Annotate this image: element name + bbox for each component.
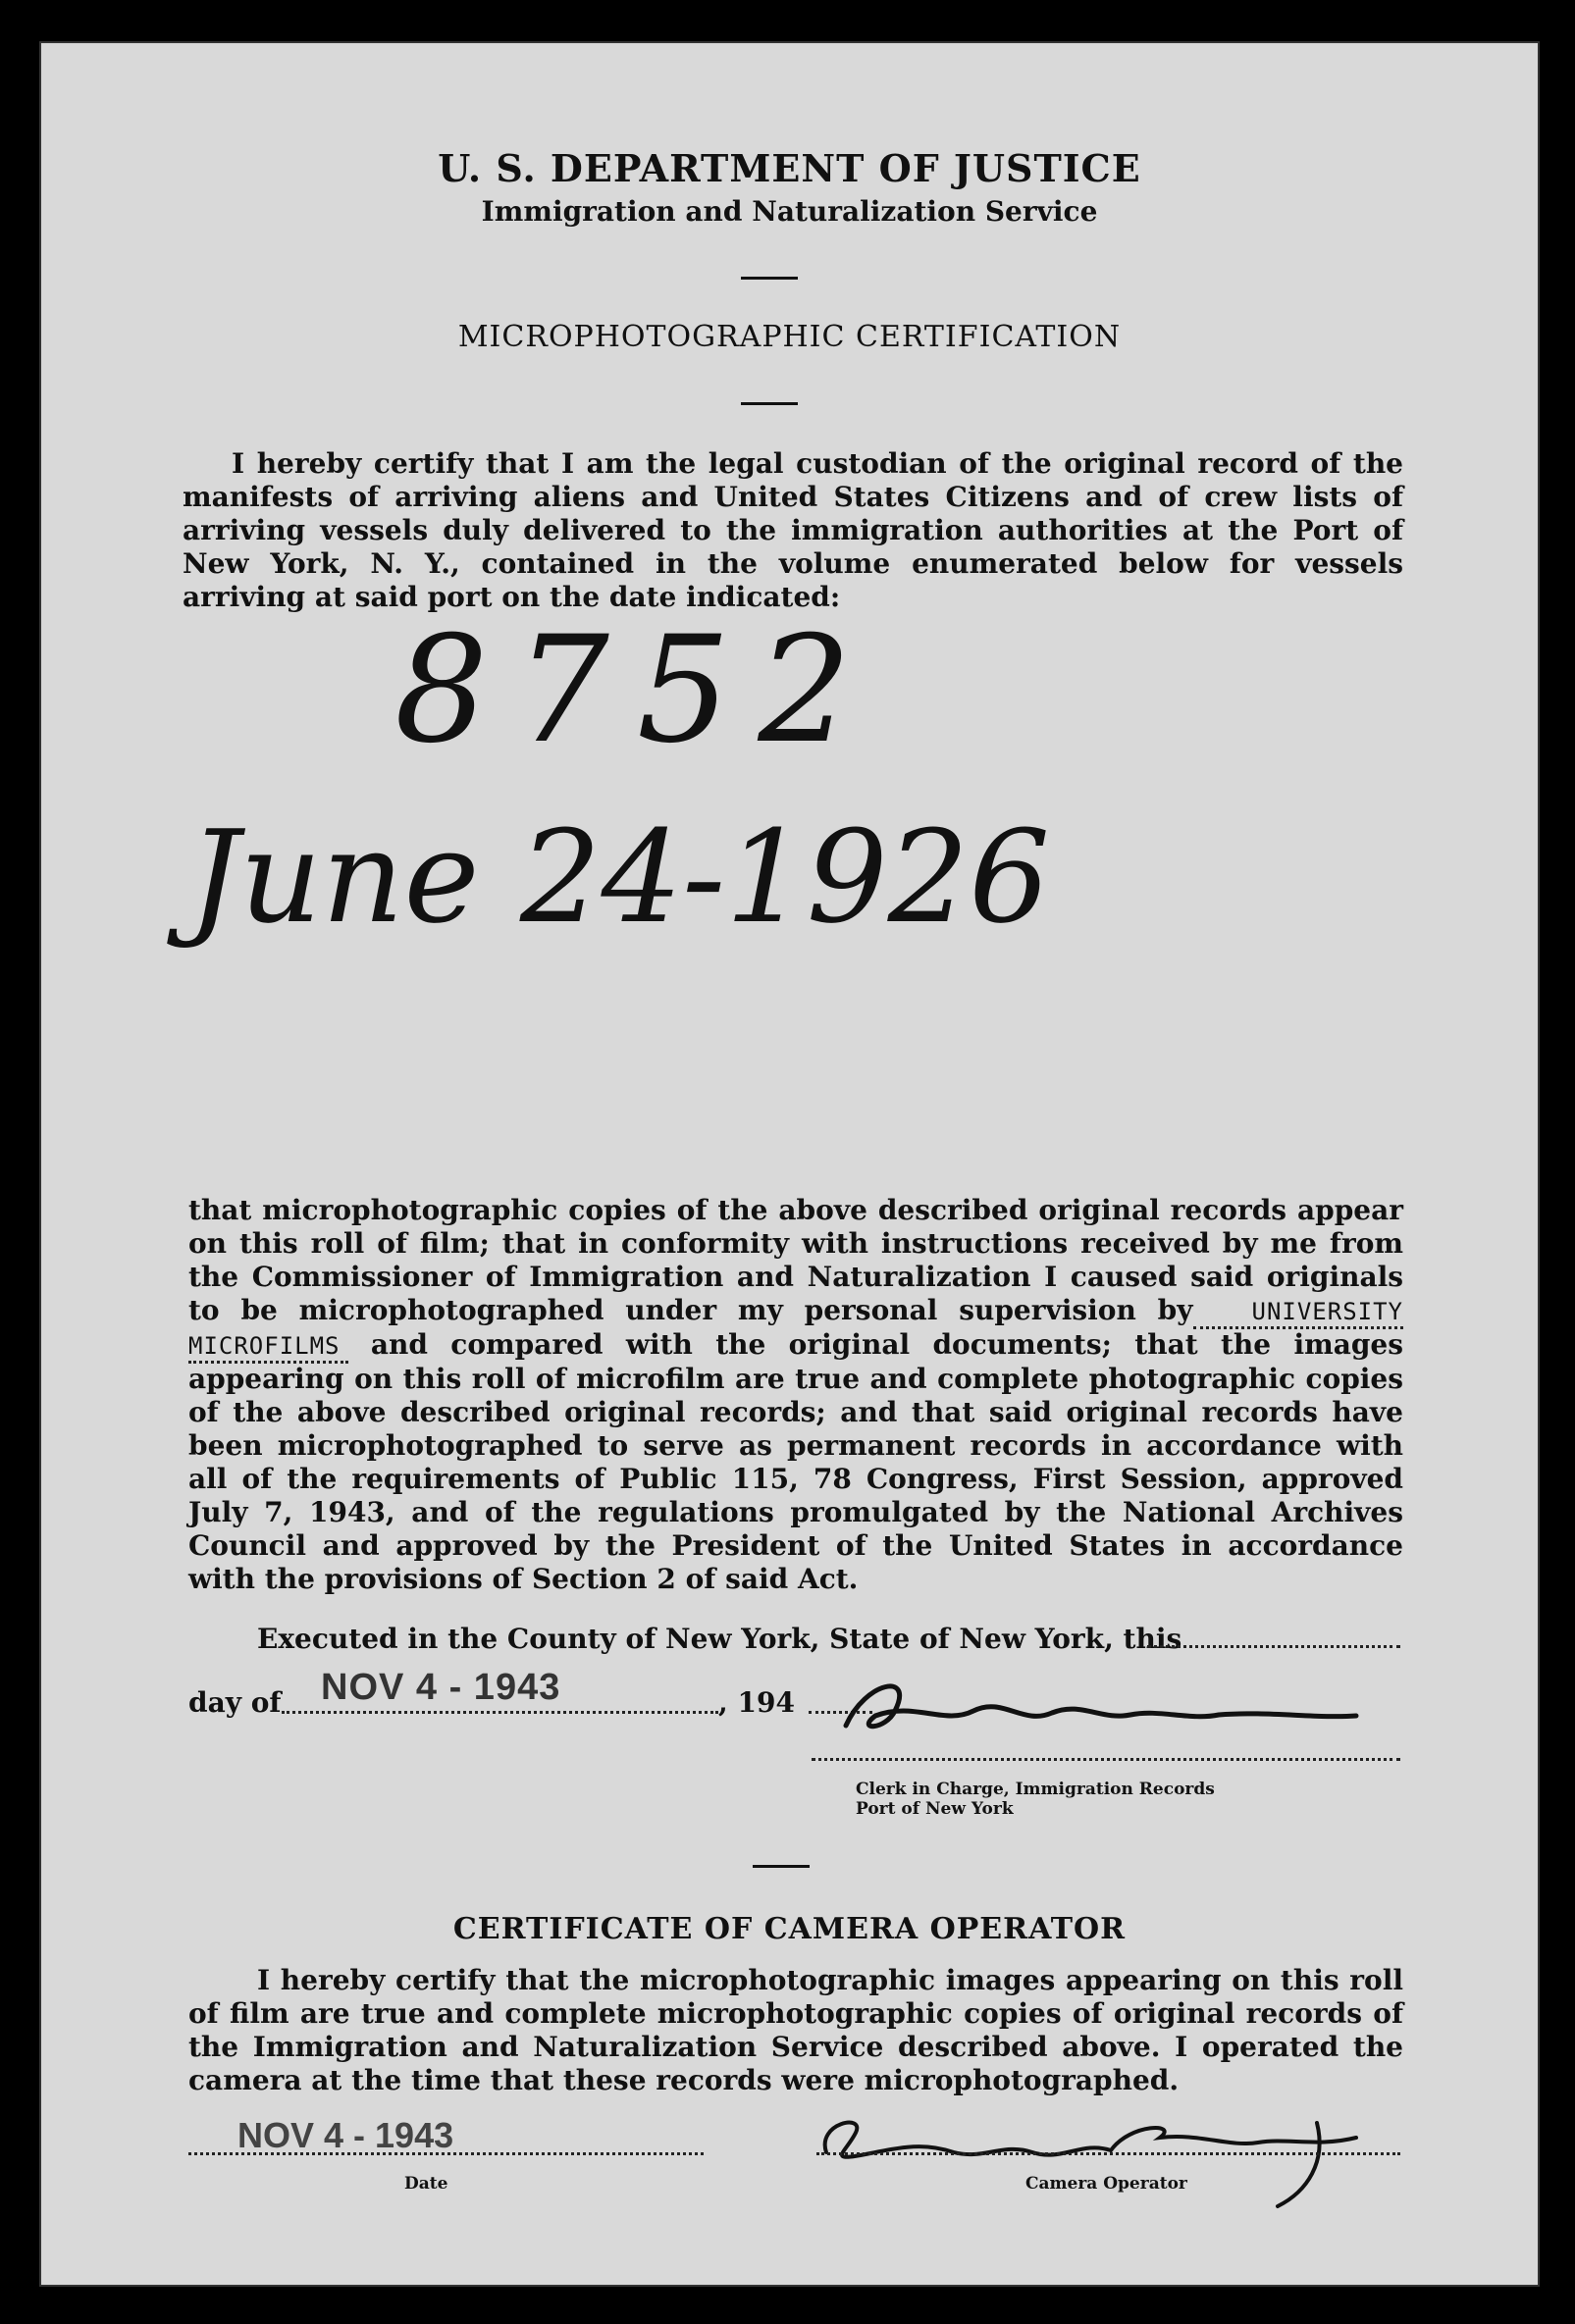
certificate-page — [39, 41, 1540, 2287]
divider-rule — [741, 277, 798, 280]
body-text-part2: and compared with the original documents; that the images appearing on this roll of microfilm are true and complete photographic copies of the above described original records; and that said original records have been microphotographed to serve as permanent records in accordance with all of the requirements of Public 115, 78 Congress, First Session, approved July 7, 1943, and of the regulations promulgated by the National Archives Council and approved by the President of the United States in accordance with the provisions of Section 2 of said Act. — [188, 1328, 1404, 1595]
clerk-office: Port of New York — [856, 1799, 1014, 1819]
day-of-label: day of — [188, 1686, 282, 1719]
certification-title: MICROPHOTOGRAPHIC CERTIFICATION — [457, 320, 1122, 354]
camera-operator-line — [816, 2152, 1400, 2155]
date-label: Date — [404, 2174, 448, 2194]
service-heading: Immigration and Naturalization Service — [481, 195, 1098, 228]
year-prefix: , 194 — [718, 1686, 795, 1719]
handwritten-arrival-date: June 24-1926 — [188, 802, 1051, 952]
camera-date-stamp: NOV 4 - 1943 — [237, 2115, 454, 2155]
camera-date-line — [188, 2152, 704, 2155]
microfilmer-name: UNIVERSITY MICROFILMS — [188, 1298, 1403, 1360]
intro-paragraph: I hereby certify that I am the legal custodian of the original record of the manifests of arriving aliens and United States Citizens and of crew lists of arriving vessels duly delivered to the immigration authorities at the Port of New York, N. Y., contained in the volume enumerated below for vessels arriving at said port on the date indicated: — [183, 447, 1403, 613]
camera-certificate-title: CERTIFICATE OF CAMERA OPERATOR — [452, 1912, 1127, 1946]
camera-certificate-paragraph: I hereby certify that the microphotographic images appearing on this roll of film are true and complete microphotographic copies of original records of the Immigration and Naturalization Service described above. I operated the camera at the time that these records were microphotographed. — [188, 1964, 1403, 2096]
execution-date-stamp: NOV 4 - 1943 — [321, 1667, 561, 1708]
handwritten-volume-number: 8752 — [394, 605, 879, 776]
body-text-part1: that microphotographic copies of the above described original records appear on this roll of film; that in conformity with instructions received by me from the Commissioner of Immigration and Naturalization I caused said originals to be microphotographed under my personal supervision by — [188, 1194, 1403, 1326]
execution-line: Executed in the County of New York, State of New York, this — [257, 1623, 1182, 1655]
camera-operator-label: Camera Operator — [1025, 2174, 1187, 2194]
day-dotted-line — [282, 1711, 718, 1714]
certification-body — [188, 1194, 1403, 1596]
clerk-signature — [807, 1672, 1376, 1750]
divider-rule — [753, 1865, 810, 1868]
department-heading: U. S. DEPARTMENT OF JUSTICE — [438, 146, 1141, 190]
clerk-signature-line — [812, 1758, 1400, 1761]
clerk-title: Clerk in Charge, Immigration Records — [856, 1780, 1215, 1799]
execution-dotted-line — [1147, 1645, 1400, 1648]
divider-rule — [741, 402, 798, 405]
